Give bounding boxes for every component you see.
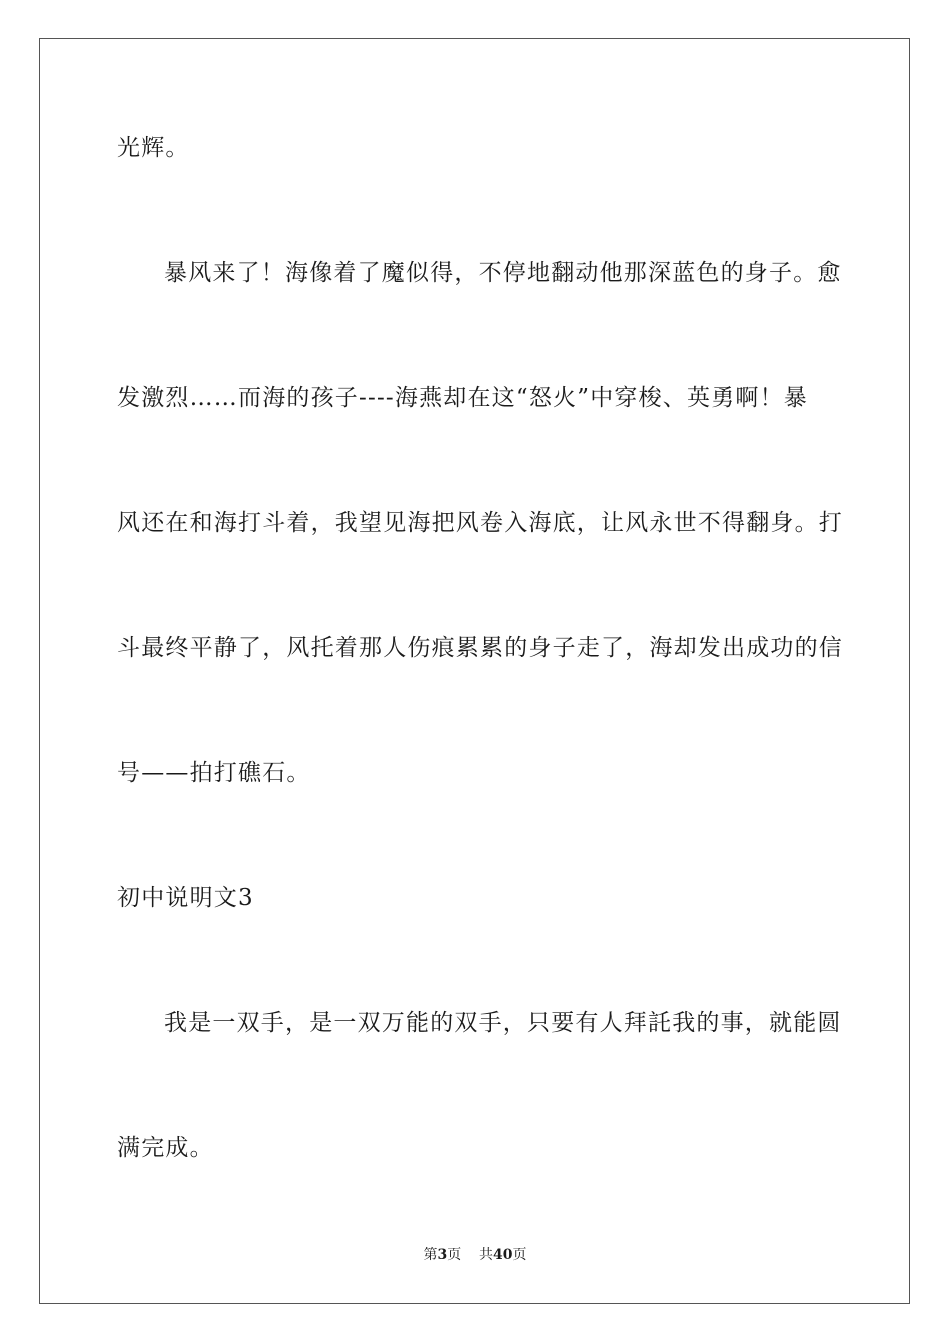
- page-suffix: 页: [447, 1247, 462, 1263]
- total-prefix: 共: [479, 1247, 494, 1263]
- paragraph-hands-line-1: 我是一双手，是一双万能的双手，只要有人拜託我的事，就能圆: [164, 1010, 842, 1036]
- page-border: [39, 38, 910, 1304]
- paragraph-storm-line-4: 斗最终平静了，风托着那人伤痕累累的身子走了，海却发出成功的信: [117, 635, 843, 661]
- text-line-1: 光辉。: [117, 135, 190, 161]
- paragraph-hands-line-2: 满完成。: [117, 1135, 214, 1161]
- page-footer: [0, 1246, 950, 1264]
- page-number: 3: [437, 1247, 448, 1263]
- page-total: 40: [493, 1247, 513, 1263]
- page-prefix: 第: [423, 1247, 438, 1263]
- paragraph-storm-line-3: 风还在和海打斗着，我望见海把风卷入海底，让风永世不得翻身。打: [117, 510, 843, 536]
- total-suffix: 页: [512, 1247, 527, 1263]
- section-heading: 初中说明文3: [117, 885, 254, 911]
- paragraph-storm-line-1: 暴风来了！海像着了魔似得，不停地翻动他那深蓝色的身子。愈: [164, 260, 842, 286]
- paragraph-storm-line-2: 发激烈……而海的孩子----海燕却在这“怒火”中穿梭、英勇啊！暴: [117, 385, 809, 411]
- paragraph-storm-line-5: 号——拍打礁石。: [117, 760, 311, 786]
